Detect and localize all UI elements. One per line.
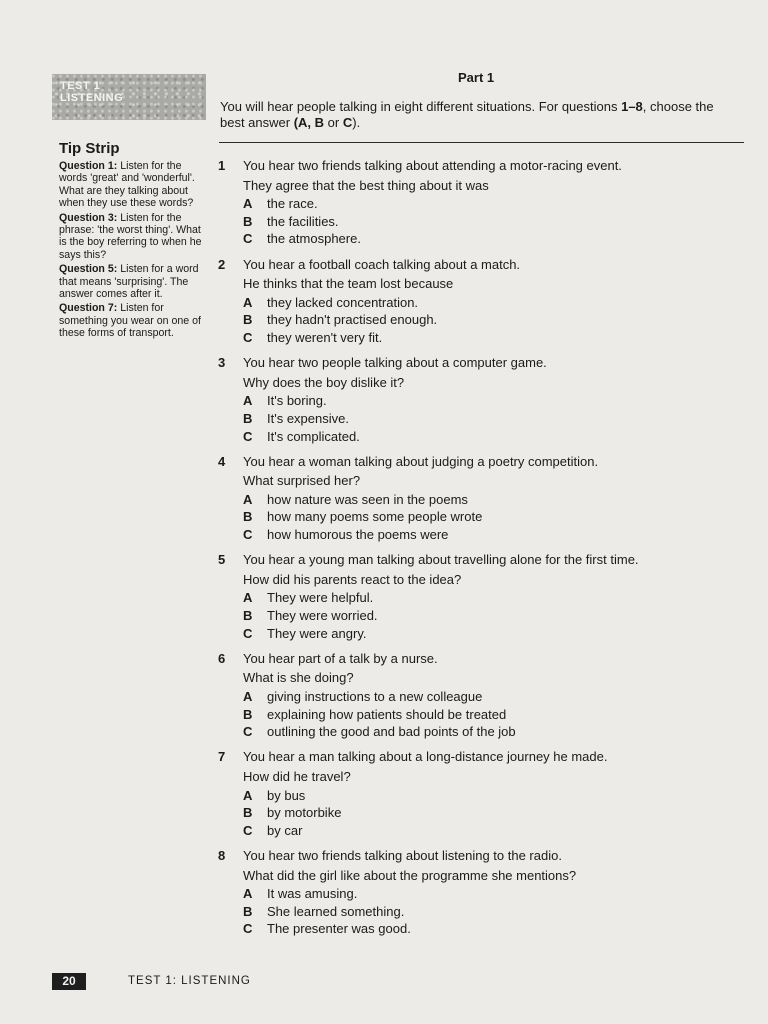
instructions-choice-c: C — [342, 115, 353, 130]
option-letter: A — [243, 787, 253, 803]
answer-option — [243, 787, 738, 805]
option-letter: A — [243, 393, 253, 409]
question-number: 3 — [218, 355, 226, 371]
option-text: explaining how patients should be treated — [267, 706, 507, 722]
option-text: outlining the good and bad points of the job — [267, 724, 516, 740]
tip-label: Question 7: — [59, 302, 118, 315]
question-situation: You hear part of a talk by a nurse. — [243, 650, 438, 666]
answer-option — [243, 903, 738, 921]
option-letter: A — [243, 491, 253, 507]
question-number: 1 — [218, 158, 226, 173]
section-badge-text — [60, 80, 123, 104]
question — [218, 156, 738, 248]
option-text: by motorbike — [267, 805, 342, 821]
option-text: the facilities. — [267, 213, 339, 229]
question — [218, 649, 738, 741]
tip-label: Question 1: — [59, 160, 118, 172]
option-letter: C — [243, 527, 253, 543]
option-text: They were angry. — [267, 625, 367, 641]
instructions-or: or — [324, 115, 343, 130]
option-letter: B — [243, 608, 253, 624]
instructions-text-mid: , choose the best answer — [220, 99, 714, 130]
option-letter: C — [243, 329, 253, 345]
question-number: 8 — [218, 847, 226, 863]
footer-label: TEST 1: LISTENING — [128, 975, 251, 987]
instructions-choices: (A, B — [293, 115, 325, 130]
option-text: It's complicated. — [267, 428, 360, 444]
question-prompt: Why does the boy dislike it? — [243, 374, 405, 390]
question-situation: You hear a woman talking about judging a poetry competition. — [243, 453, 599, 469]
option-text: the race. — [267, 196, 318, 212]
option-letter: C — [243, 921, 253, 937]
tip-strip — [59, 160, 209, 342]
answer-option — [243, 294, 738, 312]
question-list — [218, 156, 738, 945]
option-text: They were helpful. — [267, 590, 374, 606]
question-situation: You hear two friends talking about listening to the radio. — [243, 847, 562, 863]
answer-option — [243, 508, 738, 526]
option-text: They were worried. — [267, 608, 378, 624]
tip-item — [59, 302, 209, 339]
part-title: Part 1 — [458, 70, 495, 85]
question — [218, 255, 738, 347]
option-letter: B — [243, 312, 253, 328]
answer-option — [243, 804, 738, 822]
question-prompt: He thinks that the team lost because — [243, 276, 454, 292]
question-number: 6 — [218, 650, 226, 666]
option-letter: B — [243, 410, 253, 426]
question-prompt: They agree that the best thing about it was — [243, 177, 489, 193]
option-text: they weren't very fit. — [267, 329, 383, 345]
instructions-end: ). — [352, 115, 361, 130]
option-text: how humorous the poems were — [267, 527, 449, 543]
answer-option — [243, 213, 738, 231]
question-prompt: What surprised her? — [243, 473, 361, 489]
answer-option — [243, 589, 738, 607]
option-letter: A — [243, 294, 253, 310]
question-number: 2 — [218, 256, 226, 272]
question-prompt: How did he travel? — [243, 768, 351, 784]
answer-option — [243, 885, 738, 903]
option-letter: C — [243, 625, 253, 641]
answer-option — [243, 428, 738, 446]
tip-strip-title: Tip Strip — [59, 140, 120, 157]
option-text: It's expensive. — [267, 410, 349, 426]
answer-option — [243, 230, 738, 248]
question-number: 7 — [218, 749, 226, 765]
answer-option — [243, 392, 738, 410]
option-letter: C — [243, 822, 253, 838]
answer-option — [243, 410, 738, 428]
answer-option — [243, 706, 738, 724]
option-letter: B — [243, 903, 253, 919]
answer-option — [243, 625, 738, 643]
question-situation: You hear a man talking about a long-distance journey he made. — [243, 749, 608, 765]
option-letter: C — [243, 231, 253, 247]
option-text: how nature was seen in the poems — [267, 491, 468, 507]
badge-line-listening: LISTENING — [60, 92, 124, 104]
question-prompt: How did his parents react to the idea? — [243, 571, 462, 587]
option-text: they hadn't practised enough. — [267, 312, 438, 328]
option-text: the atmosphere. — [267, 231, 361, 247]
option-text: they lacked concentration. — [267, 294, 419, 310]
question-situation: You hear a football coach talking about a match. — [243, 256, 521, 272]
answer-option — [243, 723, 738, 741]
option-text: The presenter was good. — [267, 921, 411, 937]
question-situation: You hear two people talking about a computer game. — [243, 355, 547, 371]
question — [218, 747, 738, 839]
tip-item — [59, 212, 209, 262]
page-number: 20 — [52, 973, 86, 990]
question-prompt: What did the girl like about the programme she mentions? — [243, 867, 577, 883]
tip-label: Question 3: — [59, 211, 118, 224]
tip-text: Listen for the phrase: 'the worst thing'. What is the boy referring to when he says this? — [59, 211, 202, 261]
option-text: by bus — [267, 787, 306, 803]
option-letter: B — [243, 805, 253, 821]
tip-item — [59, 160, 209, 210]
option-letter: A — [243, 196, 253, 212]
instructions-text: You will hear people talking in eight different situations. For questions — [220, 99, 622, 114]
question-situation: You hear two friends talking about attending a motor-racing event. — [243, 158, 622, 173]
answer-option — [243, 920, 738, 938]
question-number: 4 — [218, 453, 226, 469]
answer-option — [243, 526, 738, 544]
question-number: 5 — [218, 552, 226, 568]
option-letter: C — [243, 428, 253, 444]
option-letter: B — [243, 706, 253, 722]
answer-option — [243, 607, 738, 625]
question — [218, 846, 738, 938]
option-text: giving instructions to a new colleague — [267, 689, 483, 704]
tip-text: Listen for something you wear on one of these forms of transport. — [59, 302, 201, 340]
option-letter: A — [243, 886, 253, 902]
option-text: She learned something. — [267, 903, 405, 919]
section-badge — [52, 74, 206, 120]
answer-option — [243, 195, 738, 213]
option-letter: C — [243, 724, 253, 740]
tip-label: Question 5: — [59, 263, 118, 276]
option-letter: A — [243, 590, 253, 606]
instructions — [220, 99, 740, 131]
tip-text: Listen for the words 'great' and 'wonderful'. What are they talking about when they use these words? — [59, 160, 195, 210]
option-text: how many poems some people wrote — [267, 509, 483, 525]
tip-text: Listen for a word that means 'surprising'. The answer comes after it. — [59, 263, 199, 301]
tip-item — [59, 263, 209, 300]
question-prompt: What is she doing? — [243, 670, 354, 686]
answer-option — [243, 329, 738, 347]
question-situation: You hear a young man talking about travelling alone for the first time. — [243, 552, 639, 568]
answer-option — [243, 311, 738, 329]
question — [218, 353, 738, 445]
option-letter: B — [243, 213, 253, 229]
instructions-range: 1–8 — [621, 99, 643, 114]
answer-option — [243, 688, 738, 706]
question — [218, 452, 738, 544]
option-letter: A — [243, 689, 253, 704]
divider — [219, 142, 744, 143]
badge-line-test: TEST 1 — [60, 80, 101, 92]
option-text: It was amusing. — [267, 886, 358, 902]
answer-option — [243, 822, 738, 840]
option-text: by car — [267, 822, 303, 838]
question — [218, 550, 738, 642]
option-text: It's boring. — [267, 393, 327, 409]
option-letter: B — [243, 509, 253, 525]
answer-option — [243, 491, 738, 509]
